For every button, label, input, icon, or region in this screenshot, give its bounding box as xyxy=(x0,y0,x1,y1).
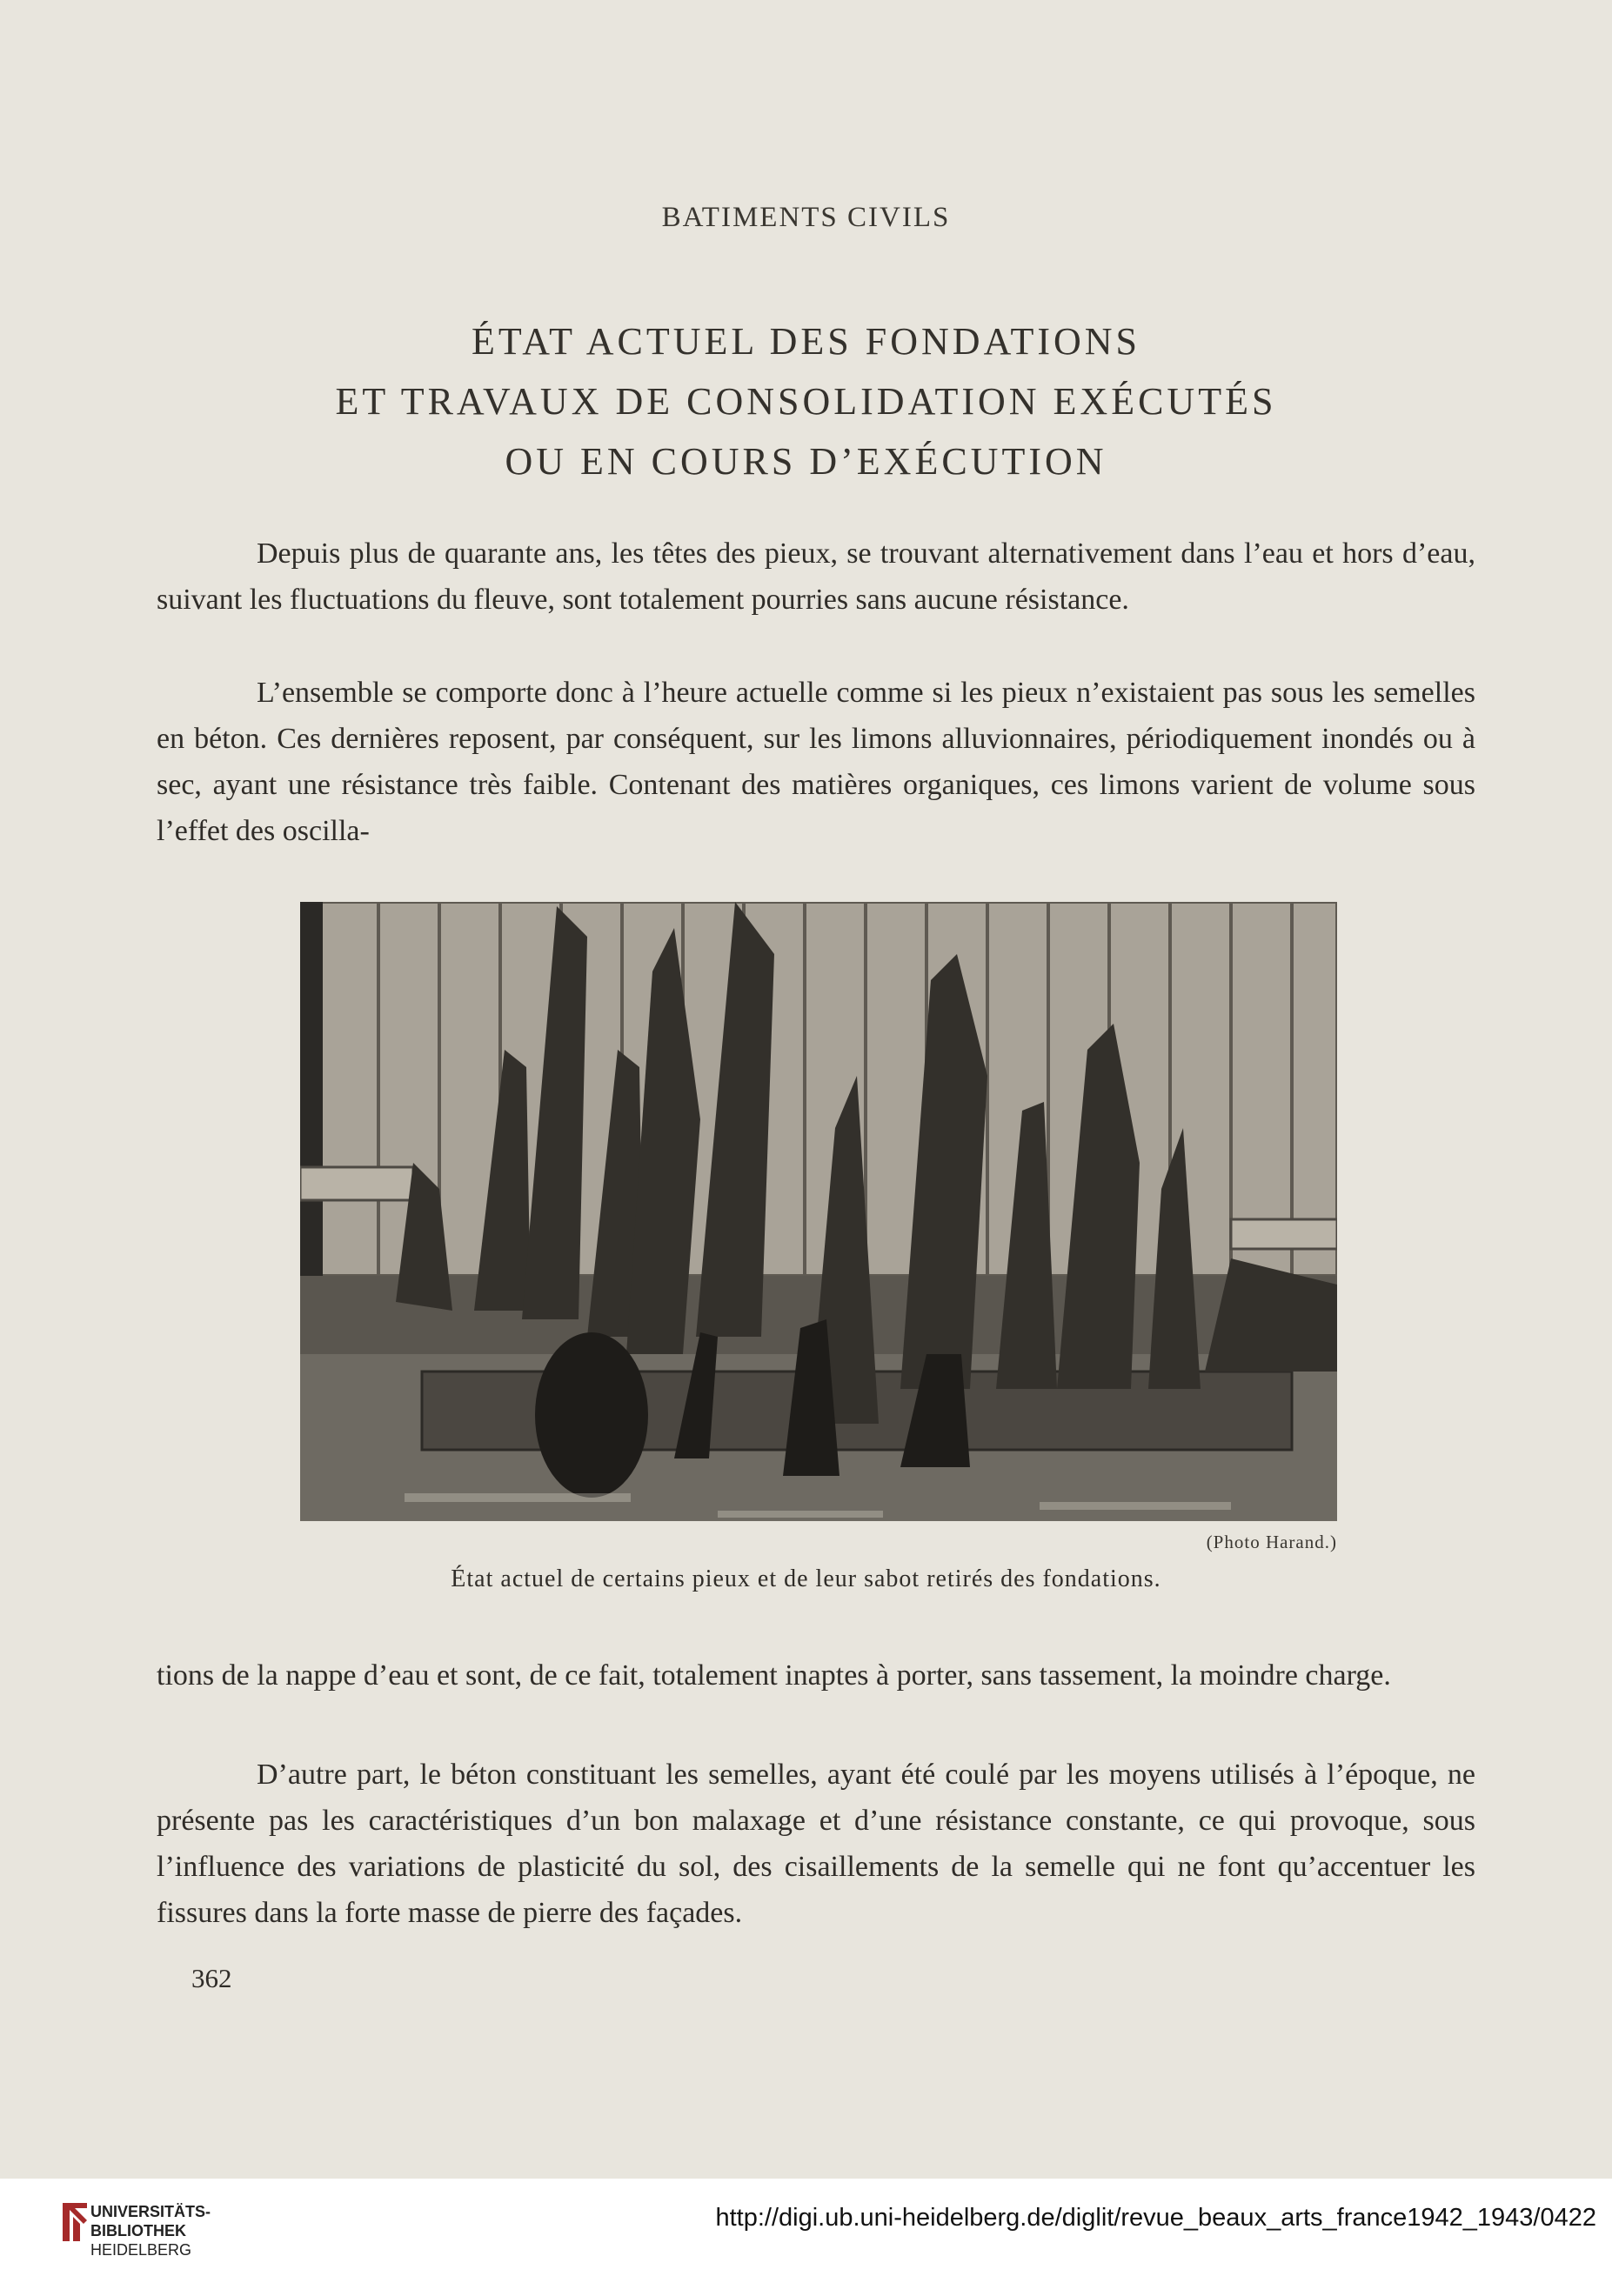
title-line-3: OU EN COURS D’EXÉCUTION xyxy=(505,440,1107,483)
paragraph-2: L’ensemble se comporte donc à l’heure actuelle comme si les pieux n’existaient pas sous les semelles en béton. Ces dernières reposent, par conséquent, sur les limons alluvionnaires, périodiquement inondés ou à sec, ayant une résistance très faible. Contenant des matières organiques, ces limons varient de volume sous l’effet des oscilla- xyxy=(157,677,1475,847)
library-name-line-2: BIBLIOTHEK xyxy=(90,2222,186,2239)
library-footer xyxy=(0,2179,1612,2296)
library-name-line-1: UNIVERSITÄTS- xyxy=(90,2203,211,2220)
article-title xyxy=(0,311,1612,491)
paragraph-4: D’autre part, le béton constituant les semelles, ayant été coulé par les moyens utilisés à l’époque, ne présente pas les caractéristiques d’un bon malaxage et d’une résistance constante, ce qui provoque, sous l’influence des variations de plasticité du sol, des cisaillements de la semelle qui ne font qu’accentuer les fissures dans la forte masse de pierre des façades. xyxy=(157,1759,1475,1929)
photo-credit: (Photo Harand.) xyxy=(1206,1532,1337,1552)
library-name-line-3: HEIDELBERG xyxy=(90,2241,192,2259)
figure-caption: État actuel de certains pieux et de leur sabot retirés des fondations. xyxy=(451,1565,1161,1592)
source-url: http://digi.ub.uni-heidelberg.de/diglit/revue_beaux_arts_france1942_1943/0422 xyxy=(715,2204,1596,2232)
title-line-2: ET TRAVAUX DE CONSOLIDATION EXÉCUTÉS xyxy=(335,380,1277,423)
library-logo-icon xyxy=(54,2196,96,2248)
paragraph-3: tions de la nappe d’eau et sont, de ce fait, totalement inaptes à porter, sans tassement, la moindre charge. xyxy=(157,1659,1391,1692)
paragraph-1: Depuis plus de quarante ans, les têtes des pieux, se trouvant alternativement dans l’eau et hors d’eau, suivant les fluctuations du fleuve, sont totalement pourries sans aucune résistance. xyxy=(157,537,1475,616)
title-line-1: ÉTAT ACTUEL DES FONDATIONS xyxy=(471,320,1141,363)
photo-wooden-piles xyxy=(300,902,1337,1521)
page-number: 362 xyxy=(191,1963,232,1993)
running-head: BATIMENTS CIVILS xyxy=(661,202,951,233)
library-name xyxy=(90,2202,211,2259)
photo-illustration xyxy=(300,902,1337,1521)
